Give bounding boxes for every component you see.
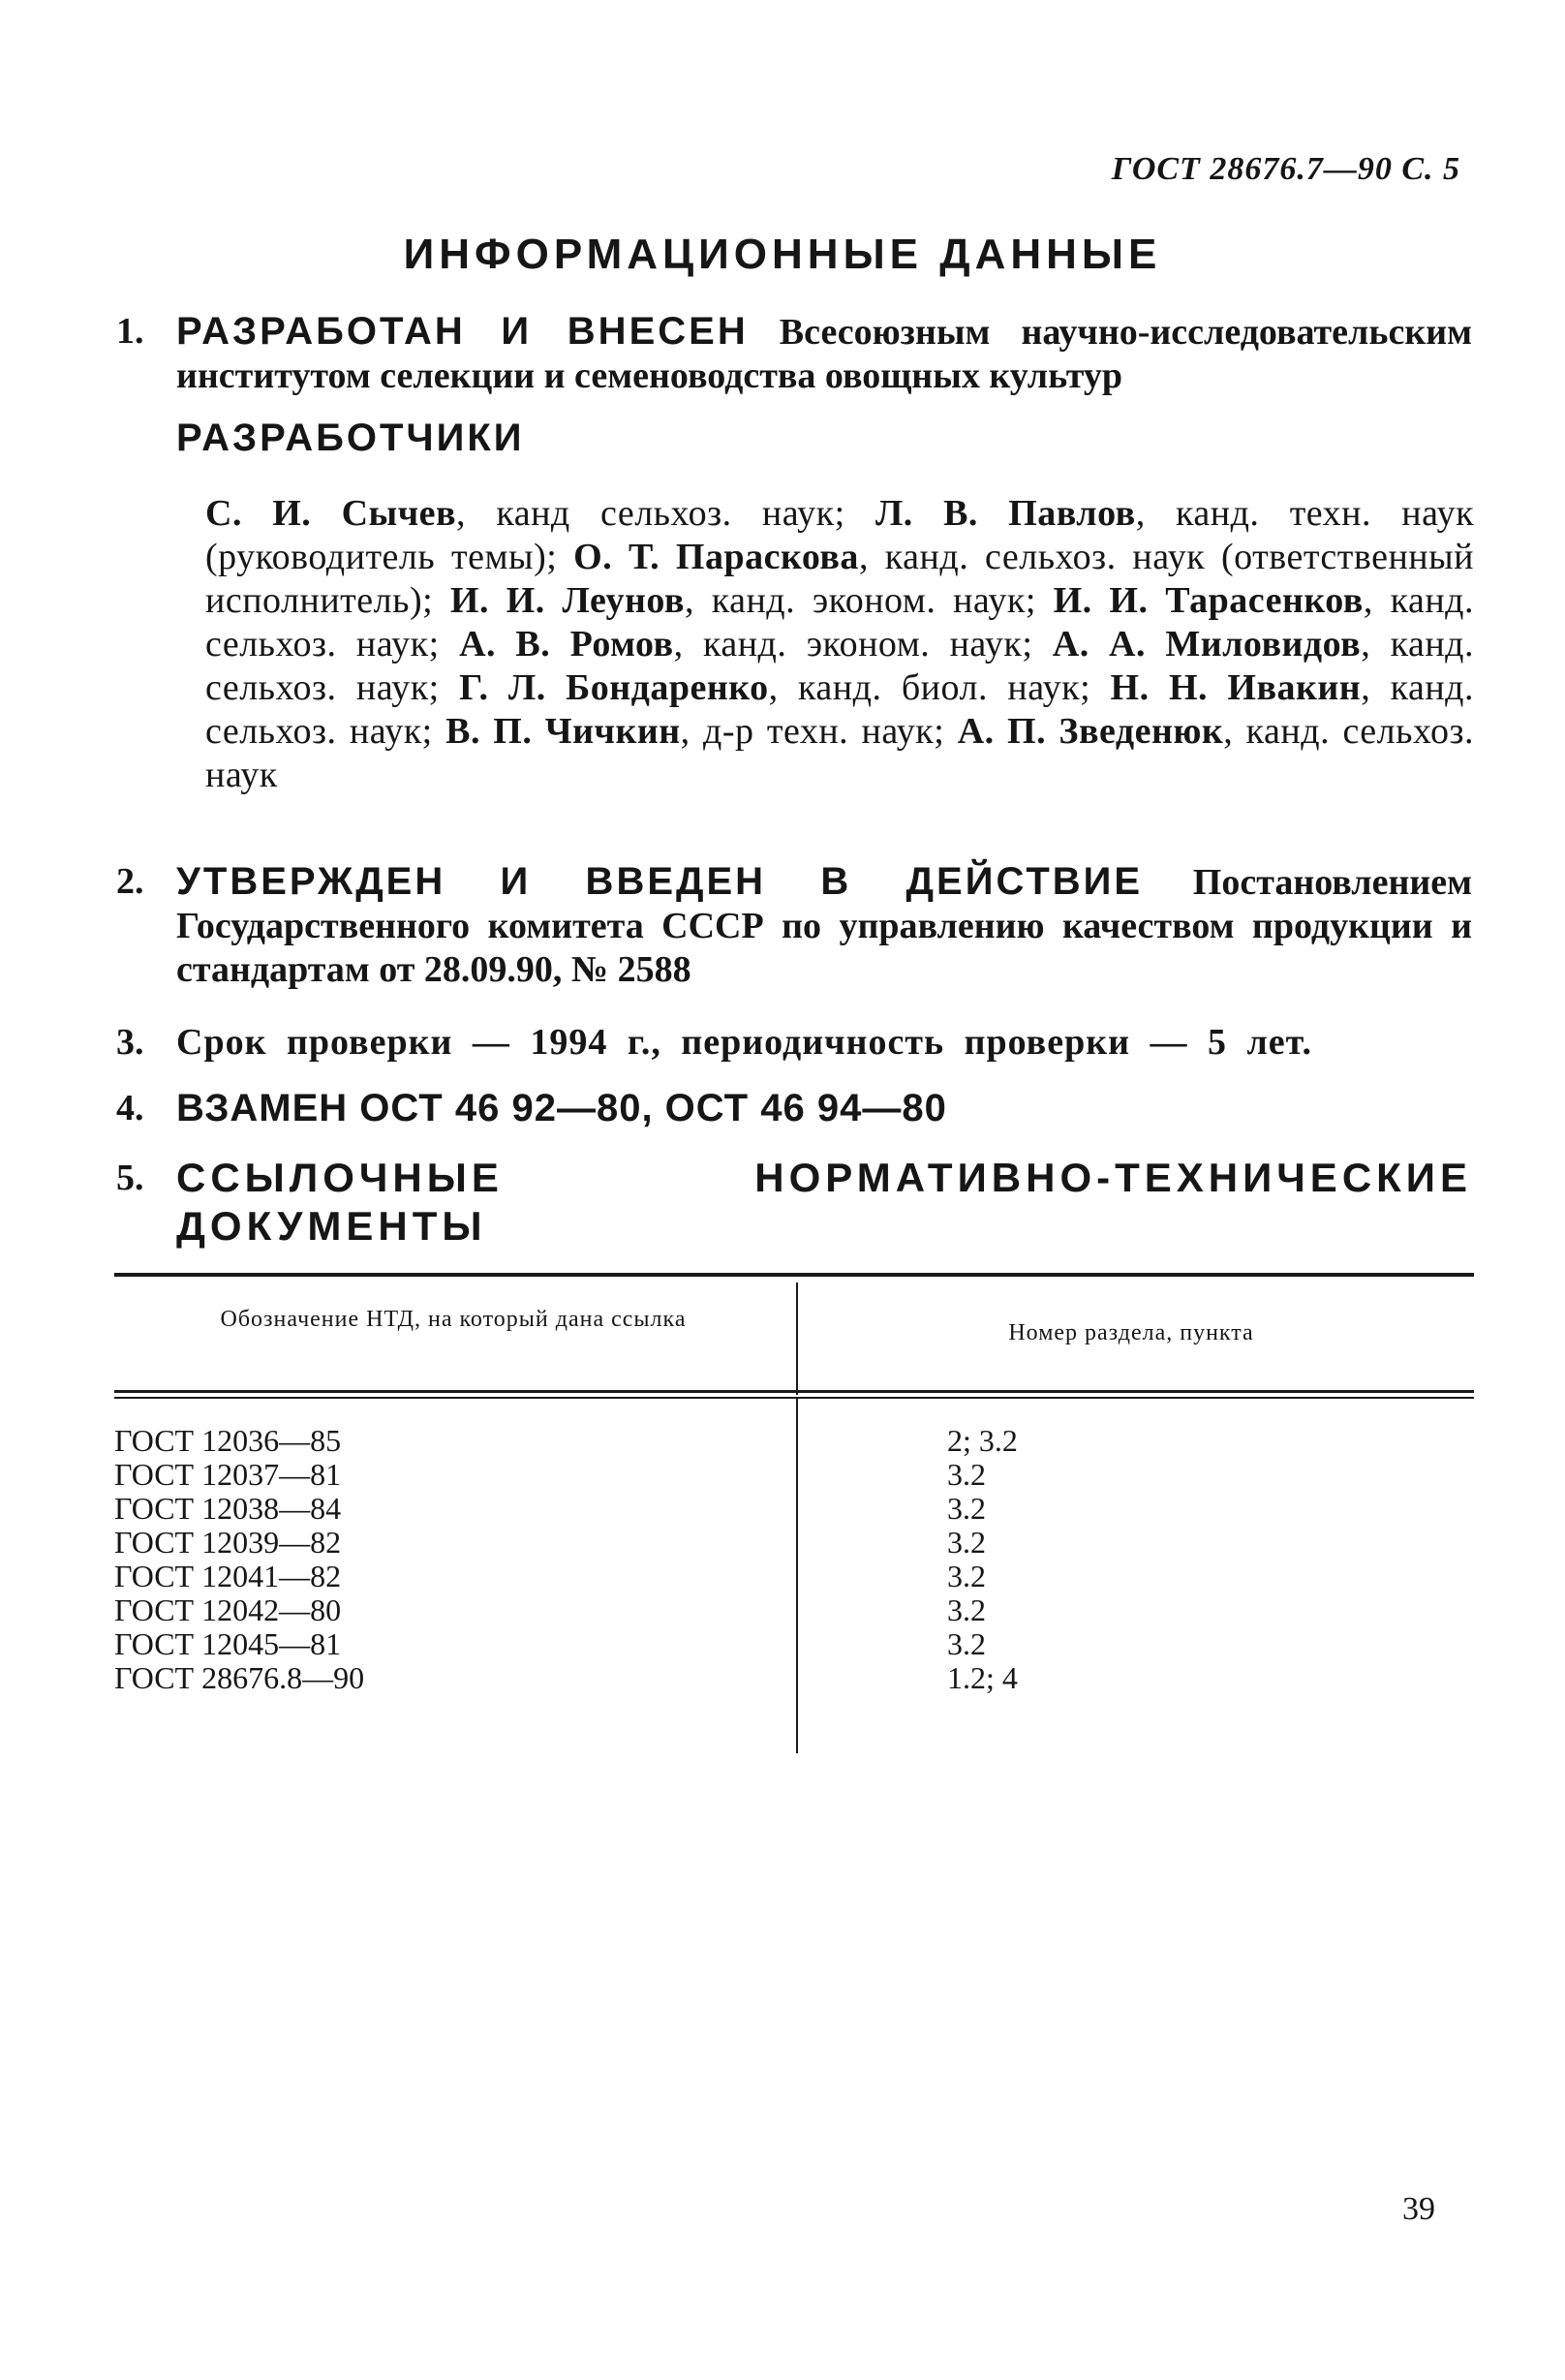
developer-degree: канд сельхоз. наук: [496, 493, 835, 534]
item-text: Всесоюзным научно-исследовательским институтом селекции и семеноводства овощных культур: [176, 312, 1473, 396]
developer-degree: канд. техн. наук (руководитель темы): [205, 493, 1475, 577]
item-1: [116, 310, 1472, 398]
developer-name: В. П. Чичкин: [445, 711, 681, 752]
item-4: [116, 1087, 1472, 1131]
developer-name: И. И. Леунов: [449, 580, 685, 621]
table-cell-designation: ГОСТ 12039—82: [114, 1525, 342, 1560]
table-header-rule-2: [114, 1397, 1474, 1399]
developers-heading: РАЗРАБОТЧИКИ: [176, 417, 525, 459]
developer-name: Л. В. Павлов: [875, 493, 1136, 534]
developer-name: Г. Л. Бондаренко: [459, 667, 769, 708]
item-text: Постановлением Государственного комитета СССР по управлению качеством продукции и стандартам от 28.09.90, № 2588: [176, 862, 1473, 990]
developer-name: А. А. Миловидов: [1052, 624, 1362, 665]
table-cell-section: 3.2: [947, 1457, 986, 1492]
table-cell-section: 2; 3.2: [947, 1423, 1018, 1458]
developer-name: С. И. Сычев: [205, 493, 457, 534]
table-cell-section: 3.2: [947, 1626, 986, 1661]
developers-list: С. И. Сычев, канд сельхоз. наук; Л. В. Павлов, канд. техн. наук (руководитель темы); О. Т. Параскова, канд. сельхоз. наук (ответственный исполнитель); И. И. Леунов, канд. эконом. наук; И. И. Тарасенков, канд. сельхоз. наук; А. В. Ромов, канд. эконом. наук; А. А. Миловидов, канд. сельхоз. наук; Г. Л. Бондаренко, канд. биол. наук; Н. Н. Ивакин, канд. сельхоз. наук; В. П. Чичкин, д-р техн. наук; А. П. Зведенюк, канд. сельхоз. наук: [205, 493, 1475, 795]
item-3: [116, 1021, 1472, 1065]
developer-degree: канд. сельхоз. наук: [205, 711, 1475, 795]
item-5: [116, 1155, 1472, 1252]
developer-degree: канд. сельхоз. наук: [205, 624, 1474, 708]
developer-name: И. И. Тарасенков: [1053, 580, 1364, 621]
table-cell-designation: ГОСТ 12038—84: [114, 1491, 342, 1526]
item-number: 1.: [116, 311, 144, 352]
table-header-designation: Обозначение НТД, на который дана ссылка: [220, 1307, 687, 1332]
developer-name: Н. Н. Ивакин: [1110, 667, 1362, 708]
item-text: Срок проверки — 1994 г., периодичность проверки — 5 лет.: [176, 1022, 1312, 1063]
developer-degree: д-р техн. наук: [703, 711, 935, 752]
table-cell-section: 3.2: [947, 1491, 986, 1526]
developer-degree: канд. биол. наук: [798, 667, 1081, 708]
table-cell-designation: ГОСТ 12042—80: [114, 1592, 342, 1627]
page-number: 39: [1402, 2191, 1435, 2227]
developer-name: А. В. Ромов: [459, 624, 674, 665]
developer-degree: канд. сельхоз. наук (ответственный исполнитель): [205, 537, 1474, 621]
item-heading: РАЗРАБОТАН И ВНЕСЕН: [176, 310, 749, 353]
developer-name: О. Т. Параскова: [573, 537, 859, 577]
developer-name: А. П. Зведенюк: [957, 711, 1224, 752]
developer-degree: канд. эконом. наук: [711, 580, 1026, 621]
table-header-divider: [796, 1283, 798, 1395]
table-cell-section: 3.2: [947, 1592, 986, 1627]
table-body-divider: [796, 1399, 798, 1753]
developer-degree: канд. сельхоз. наук: [205, 667, 1475, 752]
table-cell-section: 3.2: [947, 1559, 986, 1593]
table-cell-designation: ГОСТ 12037—81: [114, 1457, 342, 1492]
item-heading: ВЗАМЕН ОСТ 46 92—80, ОСТ 46 94—80: [176, 1087, 947, 1129]
table-cell-section: 3.2: [947, 1525, 986, 1560]
item-heading: УТВЕРЖДЕН И ВВЕДЕН В ДЕЙСТВИЕ: [176, 860, 1144, 903]
item-number: 3.: [116, 1022, 144, 1063]
table-cell-designation: ГОСТ 12041—82: [114, 1559, 342, 1593]
developer-degree: канд. эконом. наук: [702, 624, 1023, 665]
table-top-rule: [114, 1273, 1474, 1277]
table-cell-section: 1.2; 4: [947, 1660, 1018, 1695]
item-number: 5.: [116, 1158, 144, 1198]
table-header-rule: [114, 1390, 1474, 1393]
document-title: ИНФОРМАЦИОННЫЕ ДАННЫЕ: [403, 231, 1162, 278]
table-cell-designation: ГОСТ 12045—81: [114, 1626, 342, 1661]
item-number: 2.: [116, 861, 144, 902]
table-cell-designation: ГОСТ 12036—85: [114, 1423, 342, 1458]
table-cell-designation: ГОСТ 28676.8—90: [114, 1660, 365, 1695]
developer-degree: канд. сельхоз. наук: [205, 580, 1474, 665]
header-reference: ГОСТ 28676.7—90 С. 5: [1111, 151, 1460, 187]
item-heading: ССЫЛОЧНЫЕ НОРМАТИВНО-ТЕХНИЧЕСКИЕ ДОКУМЕНТЫ: [176, 1155, 1472, 1249]
item-number: 4.: [116, 1088, 144, 1128]
table-header-section: Номер раздела, пункта: [1008, 1320, 1254, 1345]
item-2: [116, 860, 1472, 992]
